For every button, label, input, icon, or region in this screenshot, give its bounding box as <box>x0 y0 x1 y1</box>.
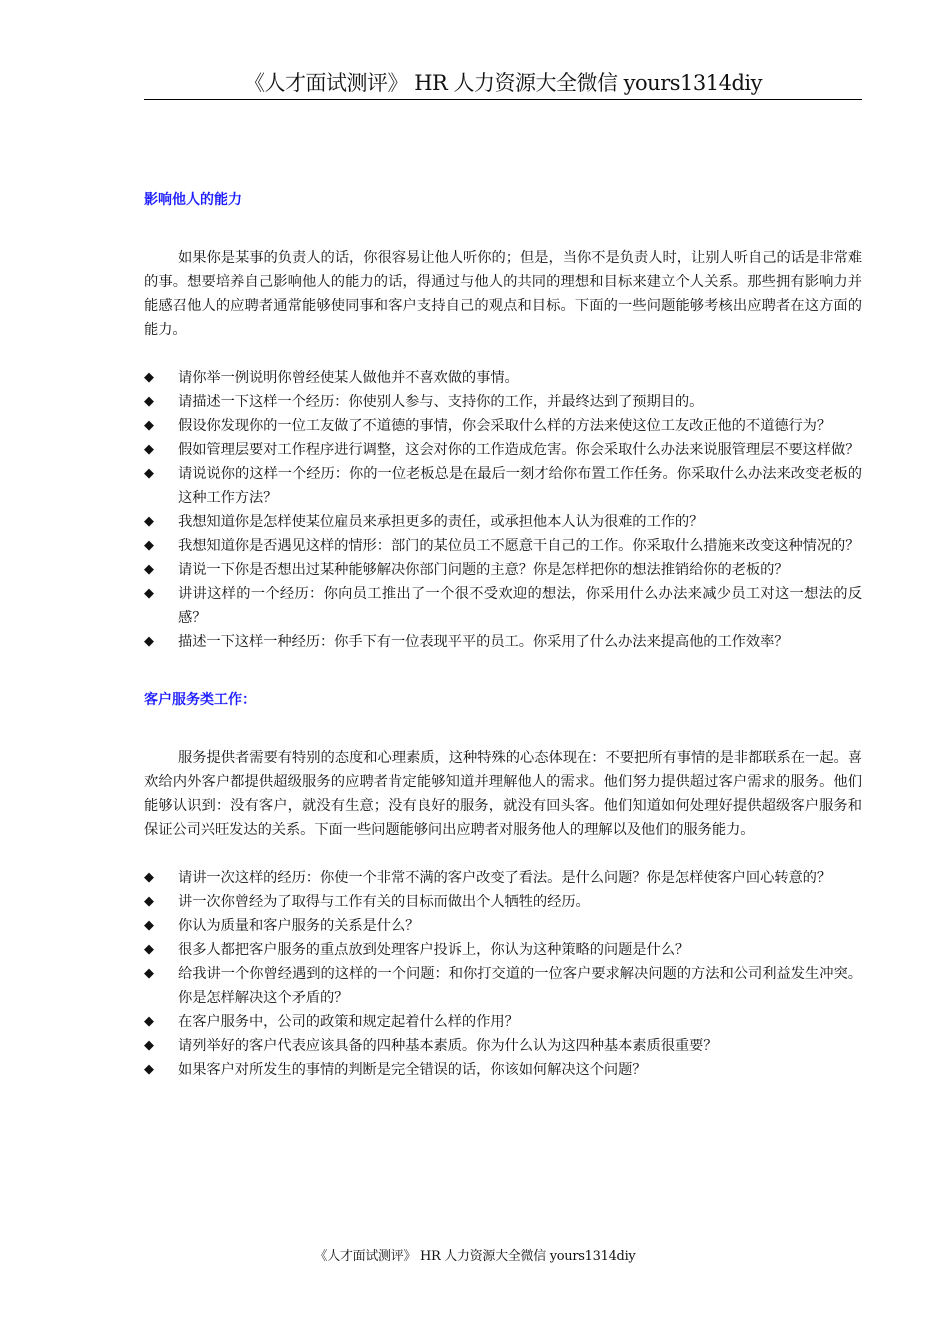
list-item: ◆ 讲一次你曾经为了取得与工作有关的目标而做出个人牺牲的经历。 <box>144 890 862 914</box>
list-item: ◆ 讲讲这样的一个经历：你向员工推出了一个很不受欢迎的想法，你采用什么办法来减少员工对这一想法的反感？ <box>144 582 862 630</box>
list-item: ◆ 假设你发现你的一位工友做了不道德的事情，你会采取什么样的方法来使这位工友改正他的不道德行为？ <box>144 414 862 438</box>
list-item: ◆ 很多人都把客户服务的重点放到处理客户投诉上，你认为这种策略的问题是什么？ <box>144 938 862 962</box>
list-item: ◆ 请描述一下这样一个经历：你使别人参与、支持你的工作，并最终达到了预期目的。 <box>144 390 862 414</box>
diamond-bullet-icon: ◆ <box>144 870 154 885</box>
diamond-bullet-icon: ◆ <box>144 562 154 577</box>
list-item: ◆ 如果客户对所发生的事情的判断是完全错误的话，你该如何解决这个问题？ <box>144 1058 862 1082</box>
diamond-bullet-icon: ◆ <box>144 942 154 957</box>
list-item: ◆ 给我讲一个你曾经遇到的这样的一个问题：和你打交道的一位客户要求解决问题的方法和公司利益发生冲突。你是怎样解决这个矛盾的？ <box>144 962 862 1010</box>
diamond-bullet-icon: ◆ <box>144 370 154 385</box>
diamond-bullet-icon: ◆ <box>144 918 154 933</box>
list-item: ◆ 我想知道你是否遇见这样的情形：部门的某位员工不愿意干自己的工作。你采取什么措施来改变这种情况的？ <box>144 534 862 558</box>
section-title-influence: 影响他人的能力 <box>144 192 242 208</box>
page-footer: 《人才面试测评》 HR 人力资源大全微信 yours1314diy <box>314 1249 636 1264</box>
list-item: ◆ 我想知道你是怎样使某位雇员来承担更多的责任，或承担他本人认为很难的工作的？ <box>144 510 862 534</box>
question-list-customer-service <box>144 866 862 1082</box>
list-item: ◆ 请你举一例说明你曾经使某人做他并不喜欢做的事情。 <box>144 366 862 390</box>
section-intro-influence: 如果你是某事的负责人的话，你很容易让他人听你的；但是，当你不是负责人时，让别人听自己的话是非常难的事。想要培养自己影响他人的能力的话，得通过与他人的共同的理想和目标来建立个人关系。那些拥有影响力并能感召他人的应聘者通常能够使同事和客户支持自己的观点和目标。下面的一些问题能够考核出应聘者在这方面的能力。 <box>144 250 862 338</box>
list-item: ◆ 描述一下这样一种经历：你手下有一位表现平平的员工。你采用了什么办法来提高他的工作效率？ <box>144 630 862 654</box>
diamond-bullet-icon: ◆ <box>144 1062 154 1077</box>
list-item: ◆ 请列举好的客户代表应该具备的四种基本素质。你为什么认为这四种基本素质很重要？ <box>144 1034 862 1058</box>
diamond-bullet-icon: ◆ <box>144 538 154 553</box>
section-intro-customer-service: 服务提供者需要有特别的态度和心理素质，这种特殊的心态体现在：不要把所有事情的是非都联系在一起。喜欢给内外客户都提供超级服务的应聘者肯定能够知道并理解他人的需求。他们努力提供超过客户需求的服务。他们能够认识到：没有客户，就没有生意；没有良好的服务，就没有回头客。他们知道如何处理好提供超级客户服务和保证公司兴旺发达的关系。下面一些问题能够问出应聘者对服务他人的理解以及他们的服务能力。 <box>144 750 862 838</box>
diamond-bullet-icon: ◆ <box>144 514 154 529</box>
diamond-bullet-icon: ◆ <box>144 1014 154 1029</box>
list-item: ◆ 假如管理层要对工作程序进行调整，这会对你的工作造成危害。你会采取什么办法来说服管理层不要这样做？ <box>144 438 862 462</box>
diamond-bullet-icon: ◆ <box>144 634 154 649</box>
document-body <box>144 188 862 1082</box>
page-header: 《人才面试测评》 HR 人力资源大全微信 yours1314diy <box>144 68 862 100</box>
diamond-bullet-icon: ◆ <box>144 1038 154 1053</box>
list-item: ◆ 请说一下你是否想出过某种能够解决你部门问题的主意？你是怎样把你的想法推销给你的老板的？ <box>144 558 862 582</box>
list-item: ◆ 请说说你的这样一个经历：你的一位老板总是在最后一刻才给你布置工作任务。你采取什么办法来改变老板的这种工作方法？ <box>144 462 862 510</box>
question-list-influence <box>144 366 862 654</box>
section-title-customer-service: 客户服务类工作： <box>144 692 256 708</box>
list-item: ◆ 在客户服务中，公司的政策和规定起着什么样的作用？ <box>144 1010 862 1034</box>
diamond-bullet-icon: ◆ <box>144 894 154 909</box>
list-item: ◆ 你认为质量和客户服务的关系是什么？ <box>144 914 862 938</box>
diamond-bullet-icon: ◆ <box>144 394 154 409</box>
diamond-bullet-icon: ◆ <box>144 586 154 601</box>
diamond-bullet-icon: ◆ <box>144 418 154 433</box>
diamond-bullet-icon: ◆ <box>144 442 154 457</box>
list-item: ◆ 请讲一次这样的经历：你使一个非常不满的客户改变了看法。是什么问题？你是怎样使客户回心转意的？ <box>144 866 862 890</box>
diamond-bullet-icon: ◆ <box>144 966 154 981</box>
diamond-bullet-icon: ◆ <box>144 466 154 481</box>
